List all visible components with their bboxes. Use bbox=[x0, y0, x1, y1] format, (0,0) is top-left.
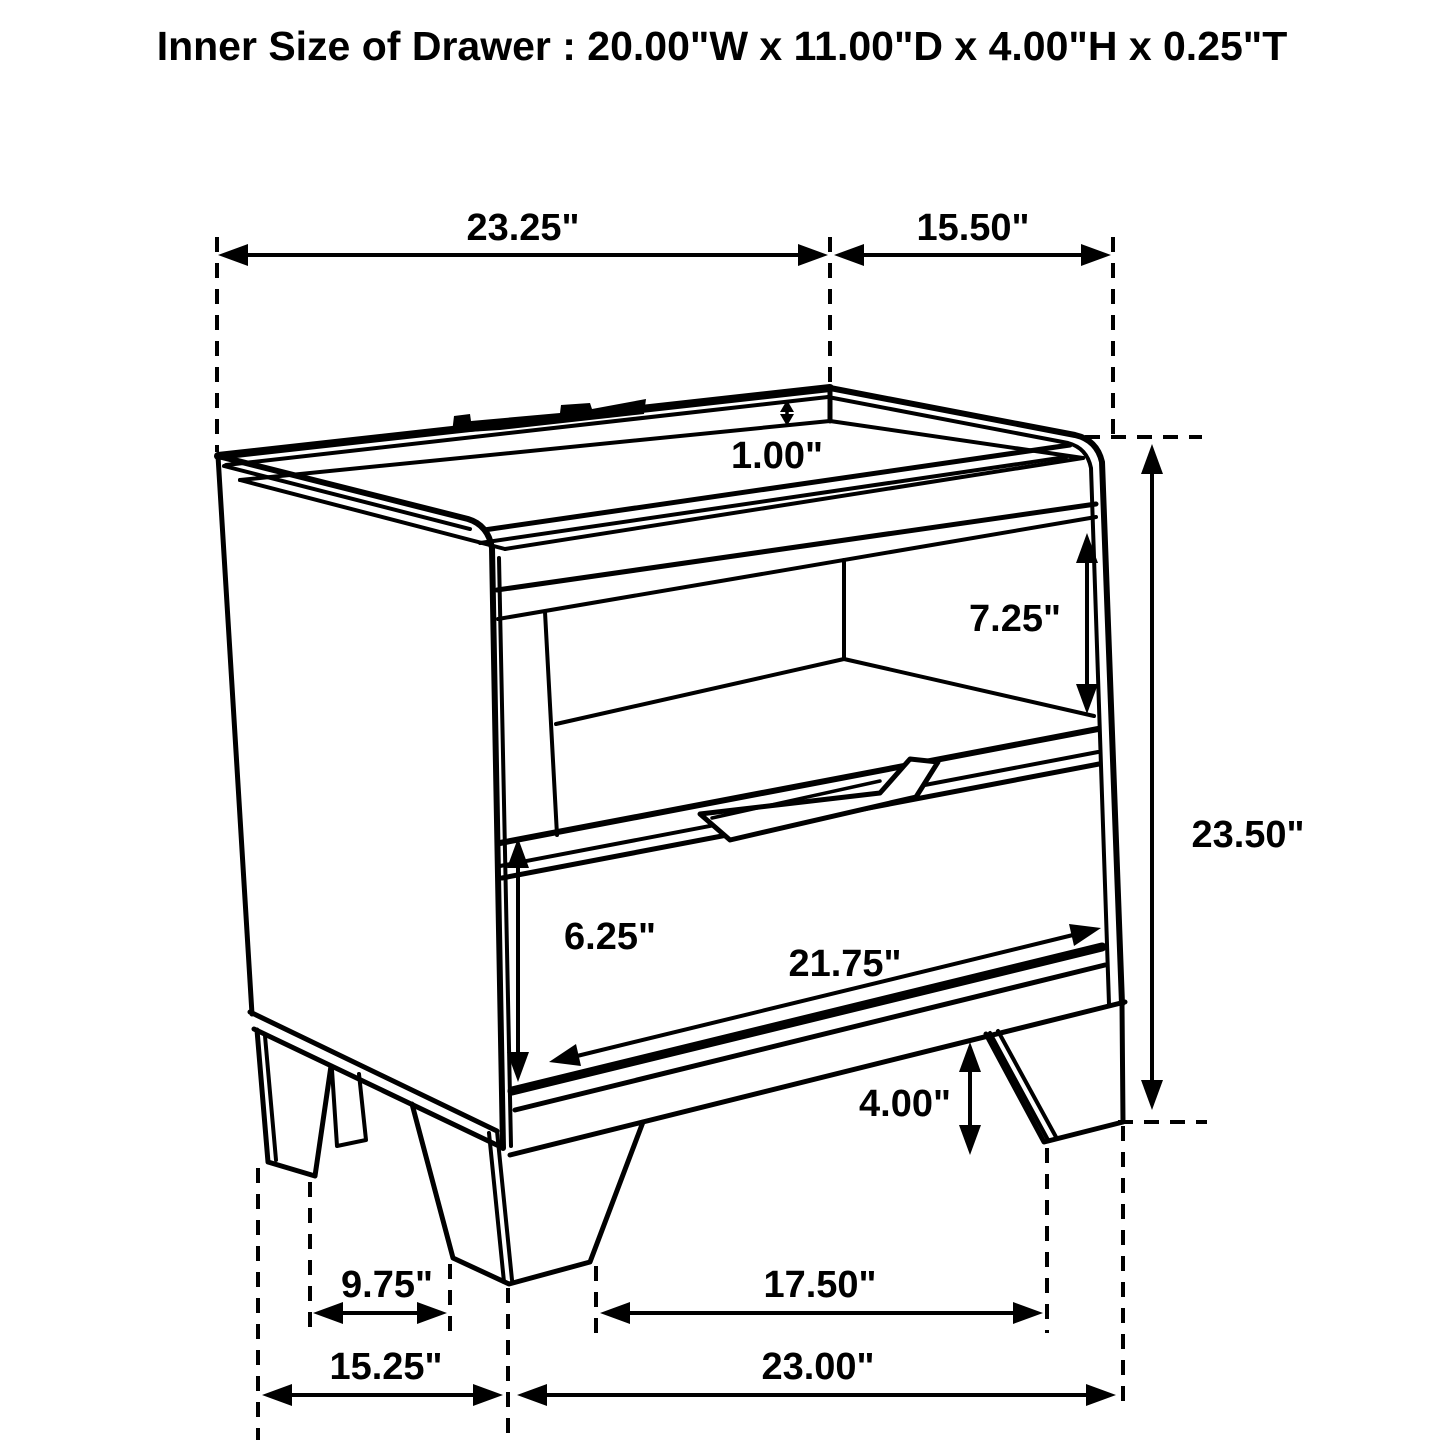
dim-label-drawer-face-height: 6.25" bbox=[564, 916, 656, 958]
dim-overall-height bbox=[1085, 437, 1305, 1122]
dim-label-tray-lip-height: 1.00" bbox=[731, 435, 823, 477]
dim-top-width bbox=[217, 207, 830, 452]
dim-label-base-side-depth: 15.25" bbox=[329, 1346, 443, 1388]
dim-tray-lip-height bbox=[731, 400, 823, 477]
dim-front-leg-spacing bbox=[596, 1148, 1047, 1333]
dim-label-back-leg-spacing: 9.75" bbox=[341, 1264, 433, 1306]
dim-top-depth bbox=[834, 207, 1113, 434]
back-left-leg bbox=[257, 1030, 366, 1176]
dim-label-base-front-width: 23.00" bbox=[761, 1346, 875, 1388]
front-right-leg bbox=[986, 1004, 1123, 1142]
dim-open-shelf-height bbox=[969, 533, 1098, 714]
dim-leg-height bbox=[859, 1042, 981, 1155]
diagram-title: Inner Size of Drawer : 20.00"W x 11.00"D x 4.00"H x 0.25"T bbox=[156, 23, 1288, 69]
dim-label-leg-height: 4.00" bbox=[859, 1083, 951, 1125]
dim-label-top-width: 23.25" bbox=[466, 207, 580, 249]
dim-label-overall-height: 23.50" bbox=[1191, 814, 1305, 856]
dim-back-leg-spacing bbox=[310, 1182, 450, 1333]
dim-label-open-shelf-height: 7.25" bbox=[969, 598, 1061, 640]
dim-label-top-depth: 15.50" bbox=[916, 207, 1030, 249]
dim-label-front-leg-spacing: 17.50" bbox=[763, 1264, 877, 1306]
dim-label-drawer-face-width: 21.75" bbox=[788, 943, 902, 985]
nightstand-drawing bbox=[218, 388, 1125, 1284]
